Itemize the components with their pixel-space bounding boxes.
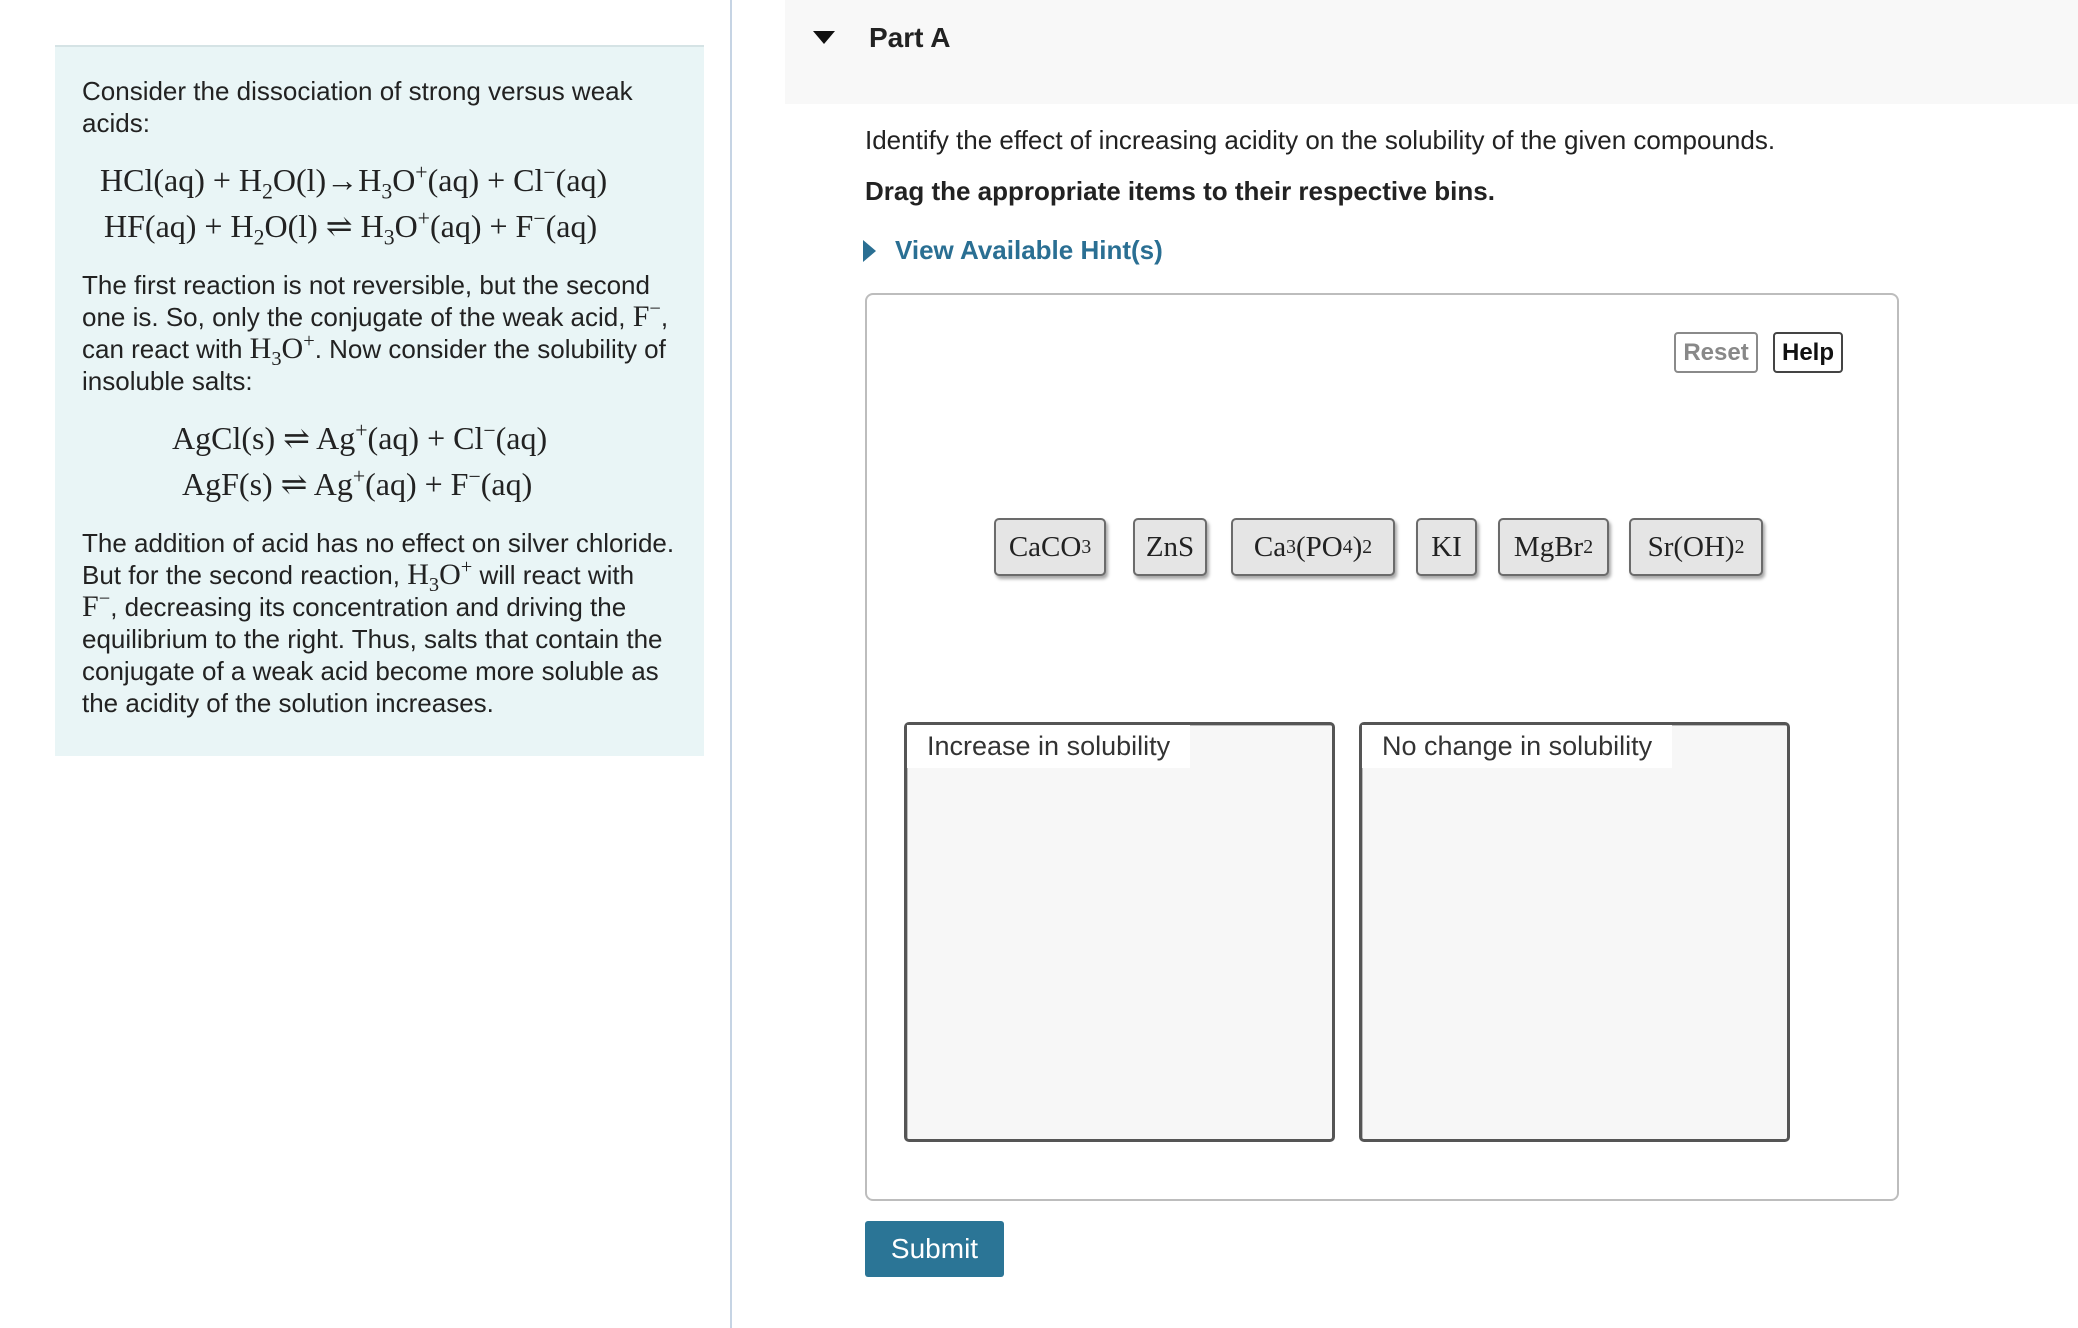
acid-equations (82, 157, 676, 249)
drag-drop-area (865, 293, 1899, 1201)
equation-hcl: $HCl(aq) + H_2O(l)\to H_3O^+(aq) + Cl^-(aq)$ (100, 160, 608, 204)
question-instruction: Identify the effect of increasing acidity on the solubility of the given compounds. (865, 125, 1776, 155)
hint-label: View Available Hint(s) (895, 235, 1163, 265)
equation-agf: AgF(s) ⇌ Ag+(aq) + F−(aq) (182, 464, 533, 502)
context-panel (55, 45, 704, 756)
salt-equations (82, 415, 676, 507)
reset-button[interactable]: Reset (1674, 332, 1758, 373)
collapse-triangle-icon[interactable] (813, 31, 835, 44)
tile-zns[interactable]: ZnS (1133, 518, 1207, 576)
intro-paragraph-2: The first reaction is not reversible, but the second one is. So, only the conjugate of the weak acid, F−, can react with $H_3O^+$. Now consider the solubility of insoluble salts: (82, 270, 669, 396)
tile-ca3po42[interactable]: Ca 3 (PO 4 ) 2 (1231, 518, 1395, 576)
intro-paragraph-3: The addition of acid has no effect on silver chloride. But for the second reaction, $H_3O^+$ will react with F−, decreasing its concentration and driving the equilibrium to the right. Thus, salts that contain the conjugate of a weak acid become more soluble as the acidity of the solution increases. (82, 528, 675, 718)
submit-button[interactable]: Submit (865, 1221, 1004, 1277)
expand-triangle-icon (863, 240, 876, 262)
help-button[interactable]: Help (1773, 332, 1843, 373)
equation-hf: $HF(aq) + H_2O(l)$ ⇌ $H_3O^+(aq) + F^-(aq)$ (104, 206, 598, 250)
bin-label: No change in solubility (1362, 725, 1672, 768)
column-divider (730, 0, 732, 1328)
bin-increase-solubility[interactable] (904, 722, 1335, 1142)
drag-instruction: Drag the appropriate items to their respective bins. (865, 176, 1495, 206)
part-header[interactable] (785, 0, 2078, 104)
bin-no-change-solubility[interactable] (1359, 722, 1790, 1142)
part-title: Part A (869, 22, 951, 53)
tile-caco3[interactable]: CaCO 3 (994, 518, 1106, 576)
view-hints-link[interactable] (863, 235, 1163, 266)
tile-ki[interactable]: KI (1416, 518, 1477, 576)
tile-sroh2[interactable]: Sr(OH) 2 (1629, 518, 1763, 576)
bin-label: Increase in solubility (907, 725, 1190, 768)
tile-mgbr2[interactable]: MgBr 2 (1498, 518, 1609, 576)
intro-paragraph-1: Consider the dissociation of strong versus weak acids: (82, 76, 633, 138)
equation-agcl: AgCl(s) ⇌ Ag+(aq) + Cl−(aq) (172, 418, 548, 456)
